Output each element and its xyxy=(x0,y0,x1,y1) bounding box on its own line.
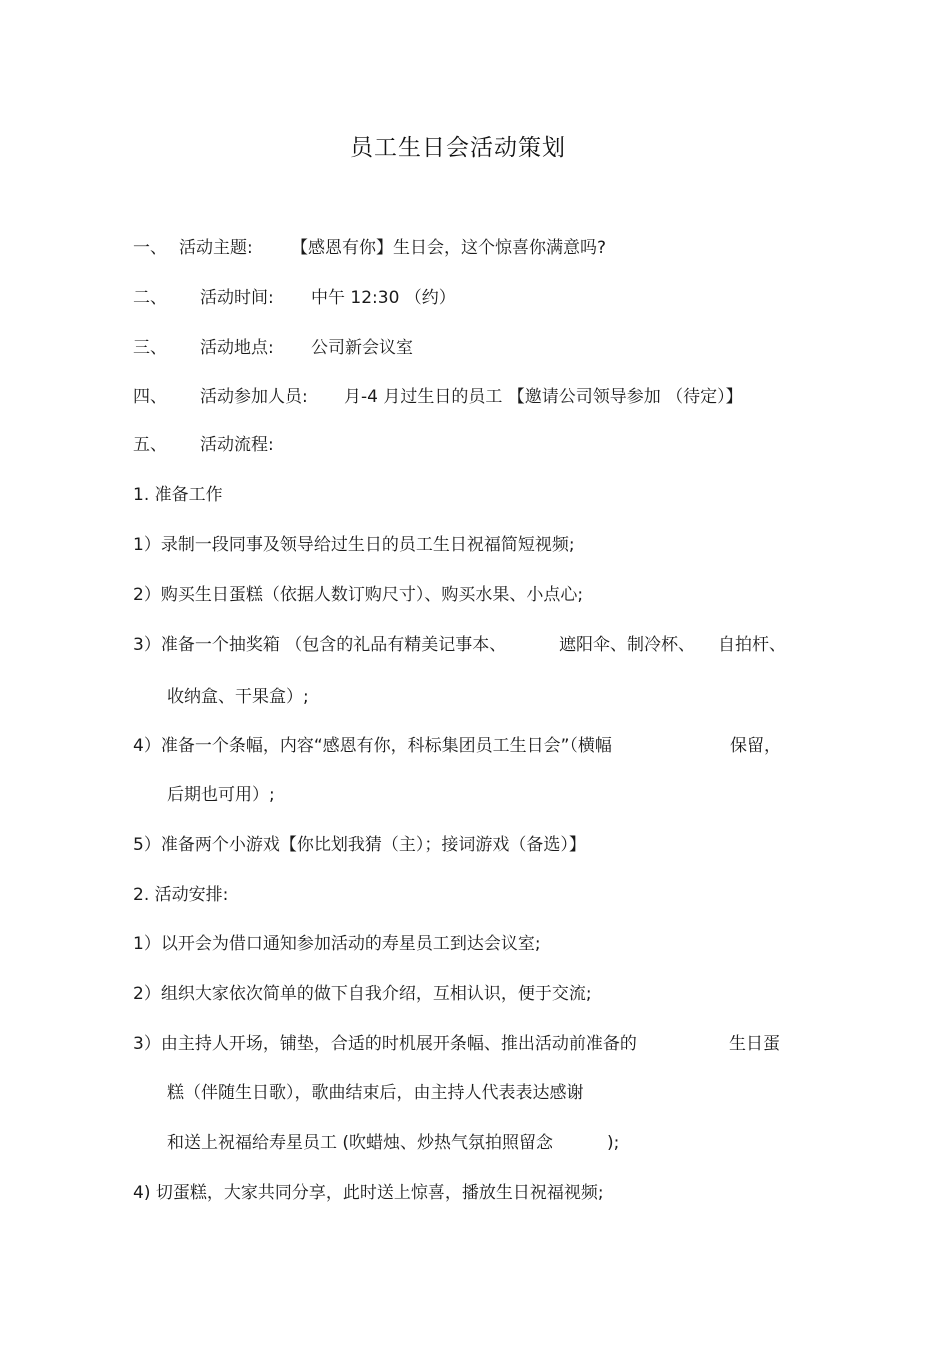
arrange-item-3-line3-part-a: 和送上祝福给寿星员工 (吹蜡烛、炒热气氛拍照留念 xyxy=(167,1133,554,1153)
prep-item-5: 5）准备两个小游戏【你比划我猜（主）；接词游戏（备选）】 xyxy=(133,835,586,855)
arrange-item-3-part-a: 3）由主持人开场，铺垫，合适的时机展开条幅、推出活动前准备的 xyxy=(133,1034,637,1054)
arrange-heading: 2. 活动安排: xyxy=(133,885,229,905)
section-label: 活动参加人员: xyxy=(200,387,308,407)
arrange-item-4: 4) 切蛋糕，大家共同分享，此时送上惊喜，播放生日祝福视频; xyxy=(133,1183,604,1203)
arrange-item-1: 1）以开会为借口通知参加活动的寿星员工到达会议室; xyxy=(133,934,541,954)
prep-item-1: 1）录制一段同事及领导给过生日的员工生日祝福简短视频; xyxy=(133,535,575,555)
prep-item-4 xyxy=(133,734,783,758)
section-label: 活动主题: xyxy=(179,238,253,258)
document-title: 员工生日会活动策划 xyxy=(350,135,566,161)
prep-heading: 1. 准备工作 xyxy=(133,485,223,505)
prep-item-3-part-b: 遮阳伞、制冷杯、 xyxy=(559,635,695,655)
section-number: 四、 xyxy=(133,387,167,407)
prep-item-4-part-b: 保留， xyxy=(730,736,781,756)
prep-item-2: 2）购买生日蛋糕（依据人数订购尺寸）、购买水果、小点心; xyxy=(133,585,584,605)
section-number: 二、 xyxy=(133,288,167,308)
section-value: 中午 12:30 （约） xyxy=(311,288,456,308)
section-value: 【感恩有你】生日会，这个惊喜你满意吗? xyxy=(291,238,607,258)
prep-item-3-part-c: 自拍杆、 xyxy=(718,635,786,655)
prep-item-4-part-a: 4）准备一个条幅，内容“感恩有你，科标集团员工生日会”（横幅 xyxy=(133,736,612,756)
section-label: 活动时间: xyxy=(200,288,274,308)
prep-item-3 xyxy=(133,633,793,657)
section-value: 公司新会议室 xyxy=(311,338,413,358)
arrange-item-3 xyxy=(133,1032,793,1056)
arrange-item-3-part-b: 生日蛋 xyxy=(729,1034,780,1054)
section-number: 五、 xyxy=(133,435,167,455)
prep-item-3-part-a: 3）准备一个抽奖箱 （包含的礼品有精美记事本、 xyxy=(133,635,507,655)
prep-item-4-continued: 后期也可用）; xyxy=(167,785,275,805)
arrange-item-3-continued: 糕（伴随生日歌），歌曲结束后，由主持人代表表达感谢 xyxy=(167,1083,584,1103)
prep-item-3-continued: 收纳盒、干果盒）; xyxy=(167,687,309,707)
section-label: 活动流程: xyxy=(200,435,274,455)
section-number: 一、 xyxy=(133,238,167,258)
section-number: 三、 xyxy=(133,338,167,358)
section-label: 活动地点: xyxy=(200,338,274,358)
arrange-item-2: 2）组织大家依次简单的做下自我介绍，互相认识，便于交流; xyxy=(133,984,592,1004)
section-value: 月-4 月过生日的员工 【邀请公司领导参加 （待定）】 xyxy=(344,387,743,407)
arrange-item-3-continued-2 xyxy=(167,1131,647,1155)
arrange-item-3-line3-part-b: ); xyxy=(607,1133,620,1153)
